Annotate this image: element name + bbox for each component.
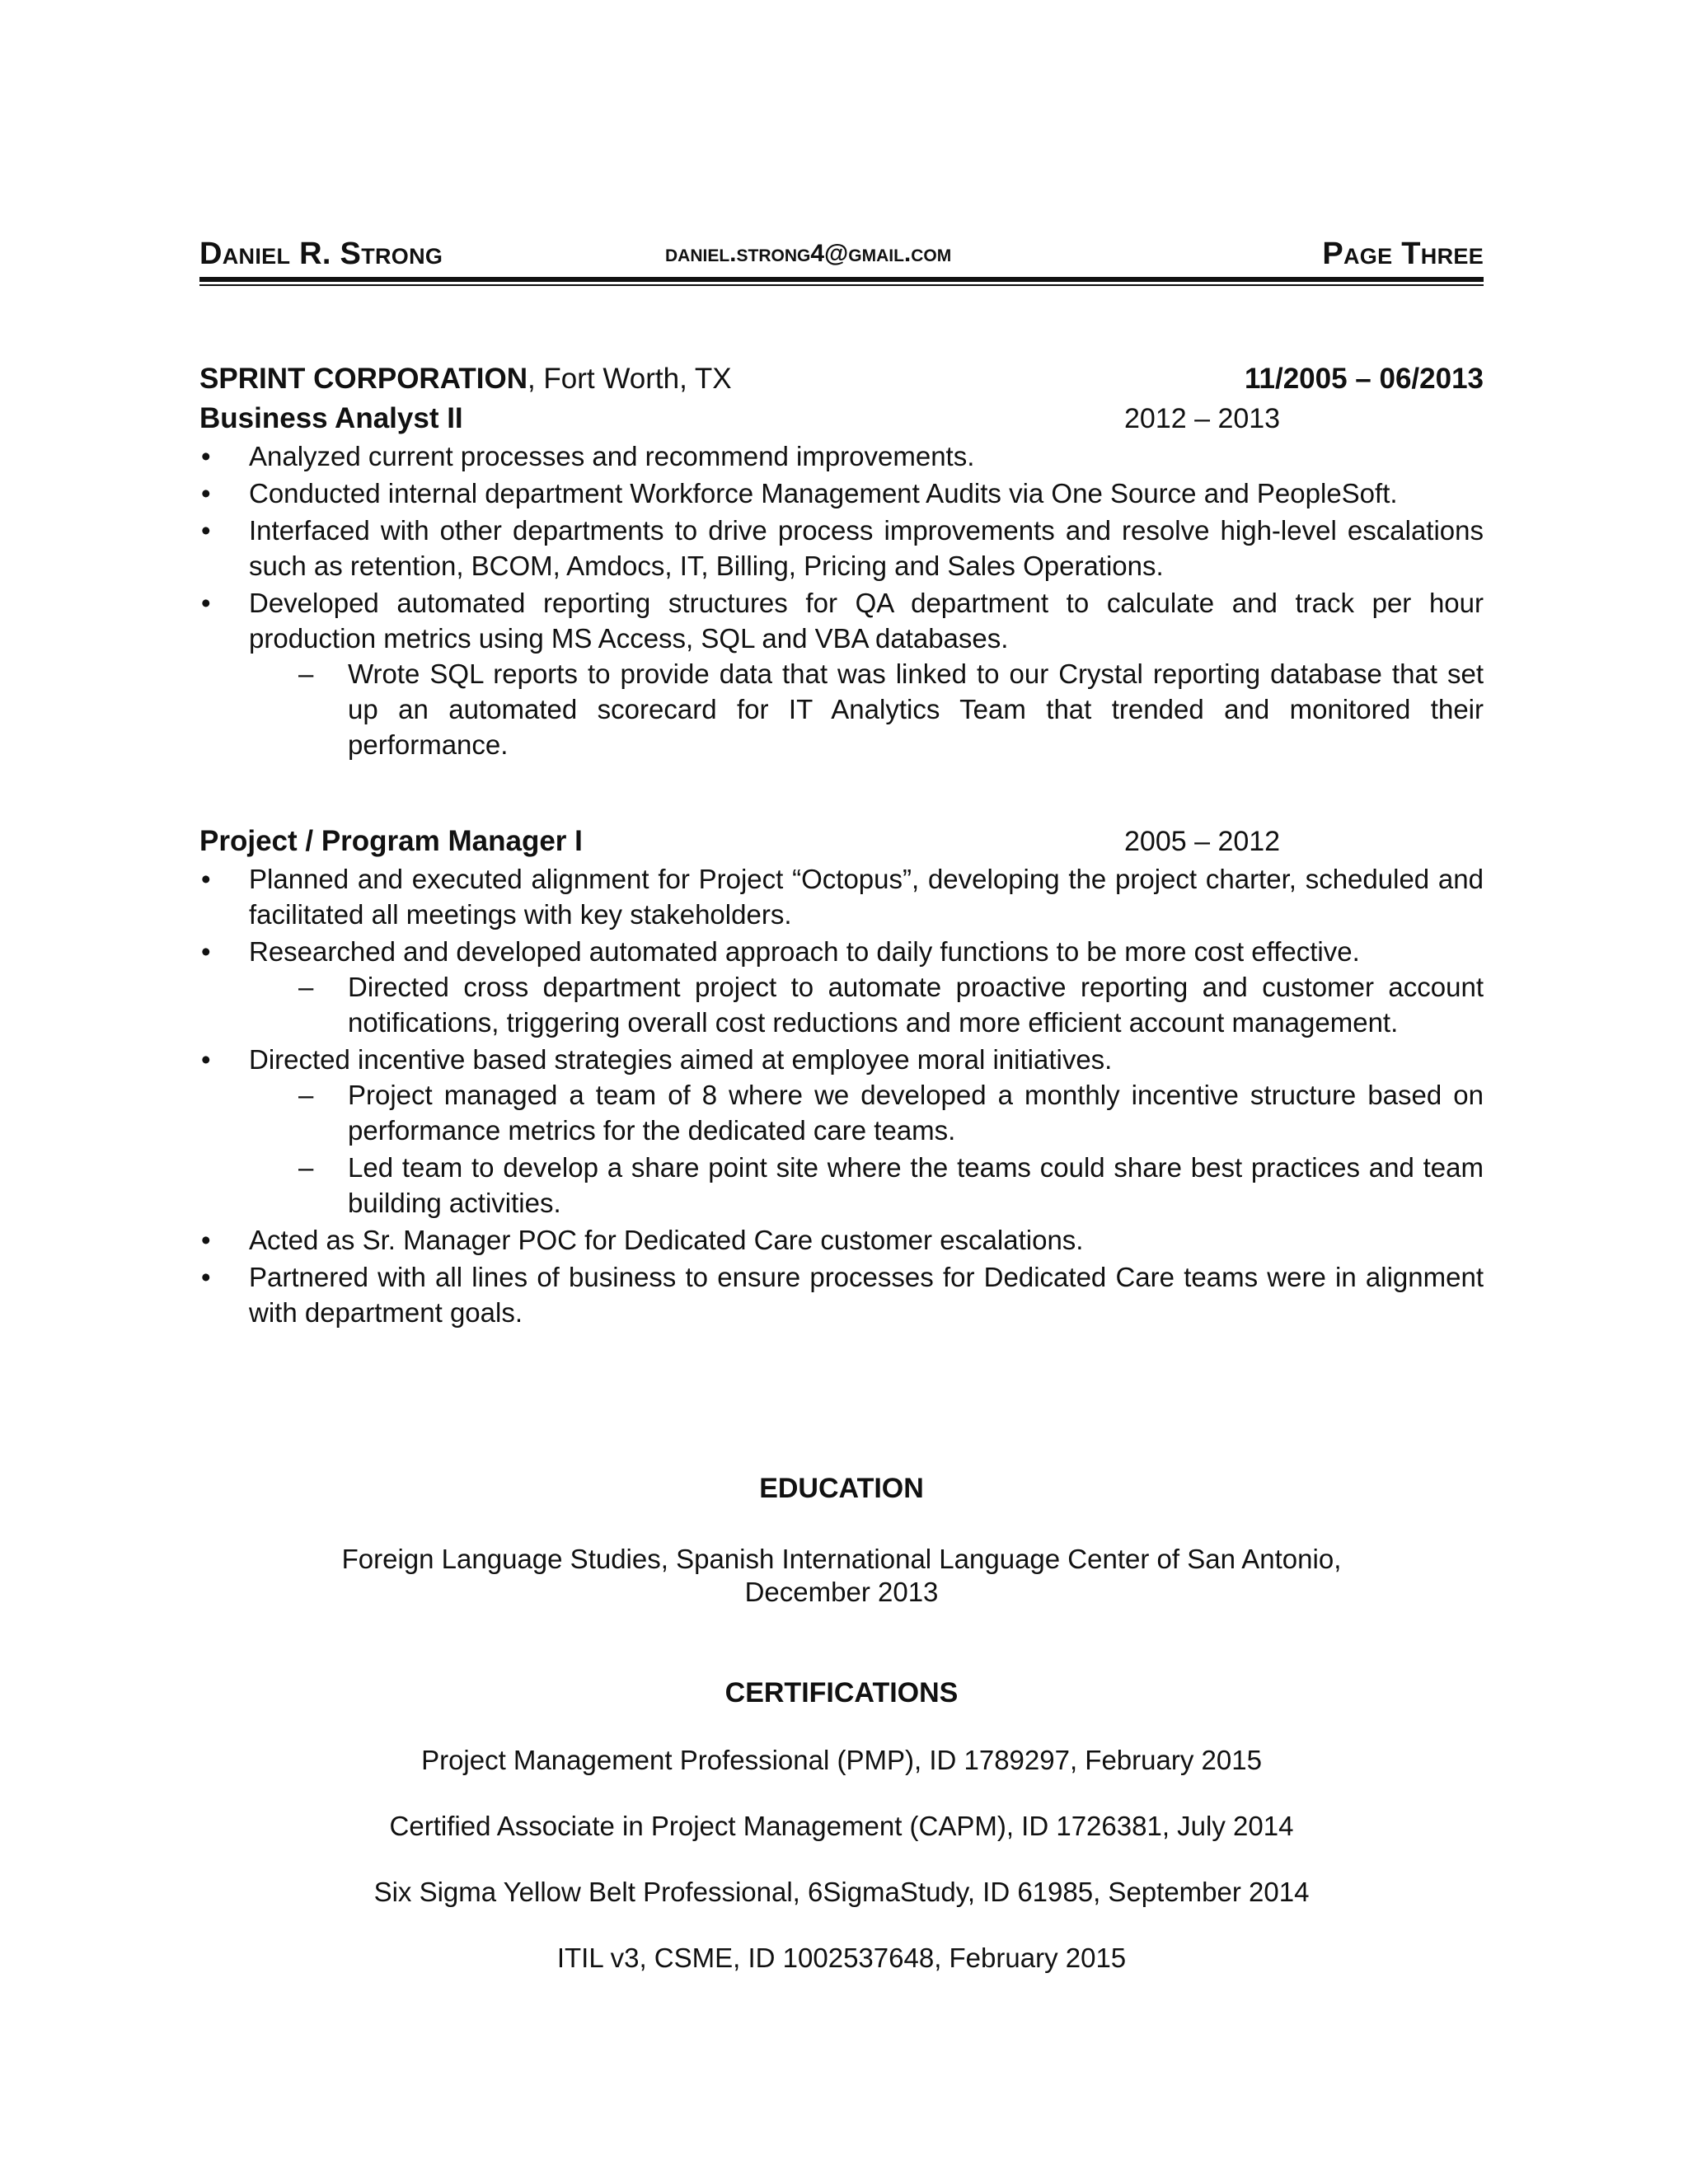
list-item-text: Developed automated reporting structures for QA department to calculate and track per hour production metrics using MS Access, SQL and VBA databases.	[249, 588, 1484, 654]
sub-bullets	[249, 1077, 1484, 1221]
list-item: • Planned and executed alignment for Project “Octopus”, developing the project charter, scheduled and facilitated all meetings with key stakeholders.	[199, 861, 1484, 932]
education-line-2: December 2013	[744, 1577, 939, 1607]
education-title: EDUCATION	[759, 1473, 924, 1504]
header-rule-thick	[199, 277, 1484, 282]
spacer	[199, 1843, 1484, 1876]
company-location: , Fort Worth, TX	[527, 363, 732, 395]
spacer	[199, 1777, 1484, 1810]
list-item: • Interfaced with other departments to drive process improvements and resolve high-level escalations such as retention, BCOM, Amdocs, IT, Billing, Pricing and Sales Operations.	[199, 513, 1484, 583]
role-title: Project / Program Manager I	[199, 825, 583, 857]
sub-bullets	[249, 969, 1484, 1040]
list-item: • Partnered with all lines of business to ensure processes for Dedicated Care teams were in alignment with department goals.	[199, 1259, 1484, 1330]
certification-item: ITIL v3, CSME, ID 1002537648, February 2015	[556, 1943, 1127, 1973]
sub-list-item: – Project managed a team of 8 where we developed a monthly incentive structure based on performance metrics for the dedicated care teams.	[249, 1077, 1484, 1148]
sub-list-item: – Directed cross department project to automate proactive reporting and customer account notifications, triggering overall cost reductions and more efficient account management.	[249, 969, 1484, 1040]
list-item	[199, 934, 1484, 1040]
sub-list-item: – Wrote SQL reports to provide data that was linked to our Crystal reporting database that set up an automated scorecard for IT Analytics Team that trended and monitored their performance.	[249, 656, 1484, 762]
role-bullets-project-manager	[199, 861, 1484, 1330]
role-row-business-analyst	[199, 399, 1484, 438]
spacer	[199, 1709, 1484, 1744]
spacer	[199, 1909, 1484, 1942]
list-item	[199, 1042, 1484, 1221]
company-name: SPRINT CORPORATION	[199, 363, 528, 395]
list-item-text: Directed incentive based strategies aimed at employee moral initiatives.	[249, 1044, 1113, 1075]
company-dates: 11/2005 – 06/2013	[1244, 363, 1484, 395]
list-item	[199, 585, 1484, 762]
header-page-label: Page Three	[1322, 237, 1484, 271]
certification-item: Certified Associate in Project Management (CAPM), ID 1726381, July 2014	[389, 1811, 1294, 1841]
education-line-1: Foreign Language Studies, Spanish International Language Center of San Antonio,	[341, 1544, 1342, 1574]
page-header	[199, 237, 1484, 270]
experience-section	[199, 359, 1484, 1332]
spacer	[199, 1505, 1484, 1543]
header-email: daniel.strong4@gmail.com	[665, 240, 952, 267]
role-dates: 2012 – 2013	[1124, 403, 1281, 434]
sub-bullets	[249, 656, 1484, 762]
list-item: • Analyzed current processes and recommend improvements.	[199, 438, 1484, 474]
education-section	[199, 1472, 1484, 1609]
sub-list-item: – Led team to develop a share point site where the teams could share best practices and team building activities.	[249, 1150, 1484, 1221]
certification-item: Project Management Professional (PMP), ID 1789297, February 2015	[421, 1745, 1262, 1775]
header-name: Daniel R. Strong	[199, 237, 443, 271]
company-row	[199, 359, 1484, 399]
role-bullets-business-analyst	[199, 438, 1484, 762]
role-title: Business Analyst II	[199, 402, 463, 434]
certifications-section	[199, 1676, 1484, 1975]
list-item-text: Researched and developed automated approach to daily functions to be more cost effective.	[249, 936, 1360, 967]
header-rule-thin	[199, 284, 1484, 286]
role-row-project-manager	[199, 822, 1484, 861]
certification-item: Six Sigma Yellow Belt Professional, 6SigmaStudy, ID 61985, September 2014	[373, 1877, 1310, 1907]
list-item: • Conducted internal department Workforce Management Audits via One Source and PeopleSoft.	[199, 476, 1484, 511]
role-dates: 2005 – 2012	[1124, 826, 1281, 857]
list-item: • Acted as Sr. Manager POC for Dedicated Care customer escalations.	[199, 1222, 1484, 1258]
certifications-title: CERTIFICATIONS	[724, 1677, 959, 1708]
spacer	[199, 764, 1484, 822]
